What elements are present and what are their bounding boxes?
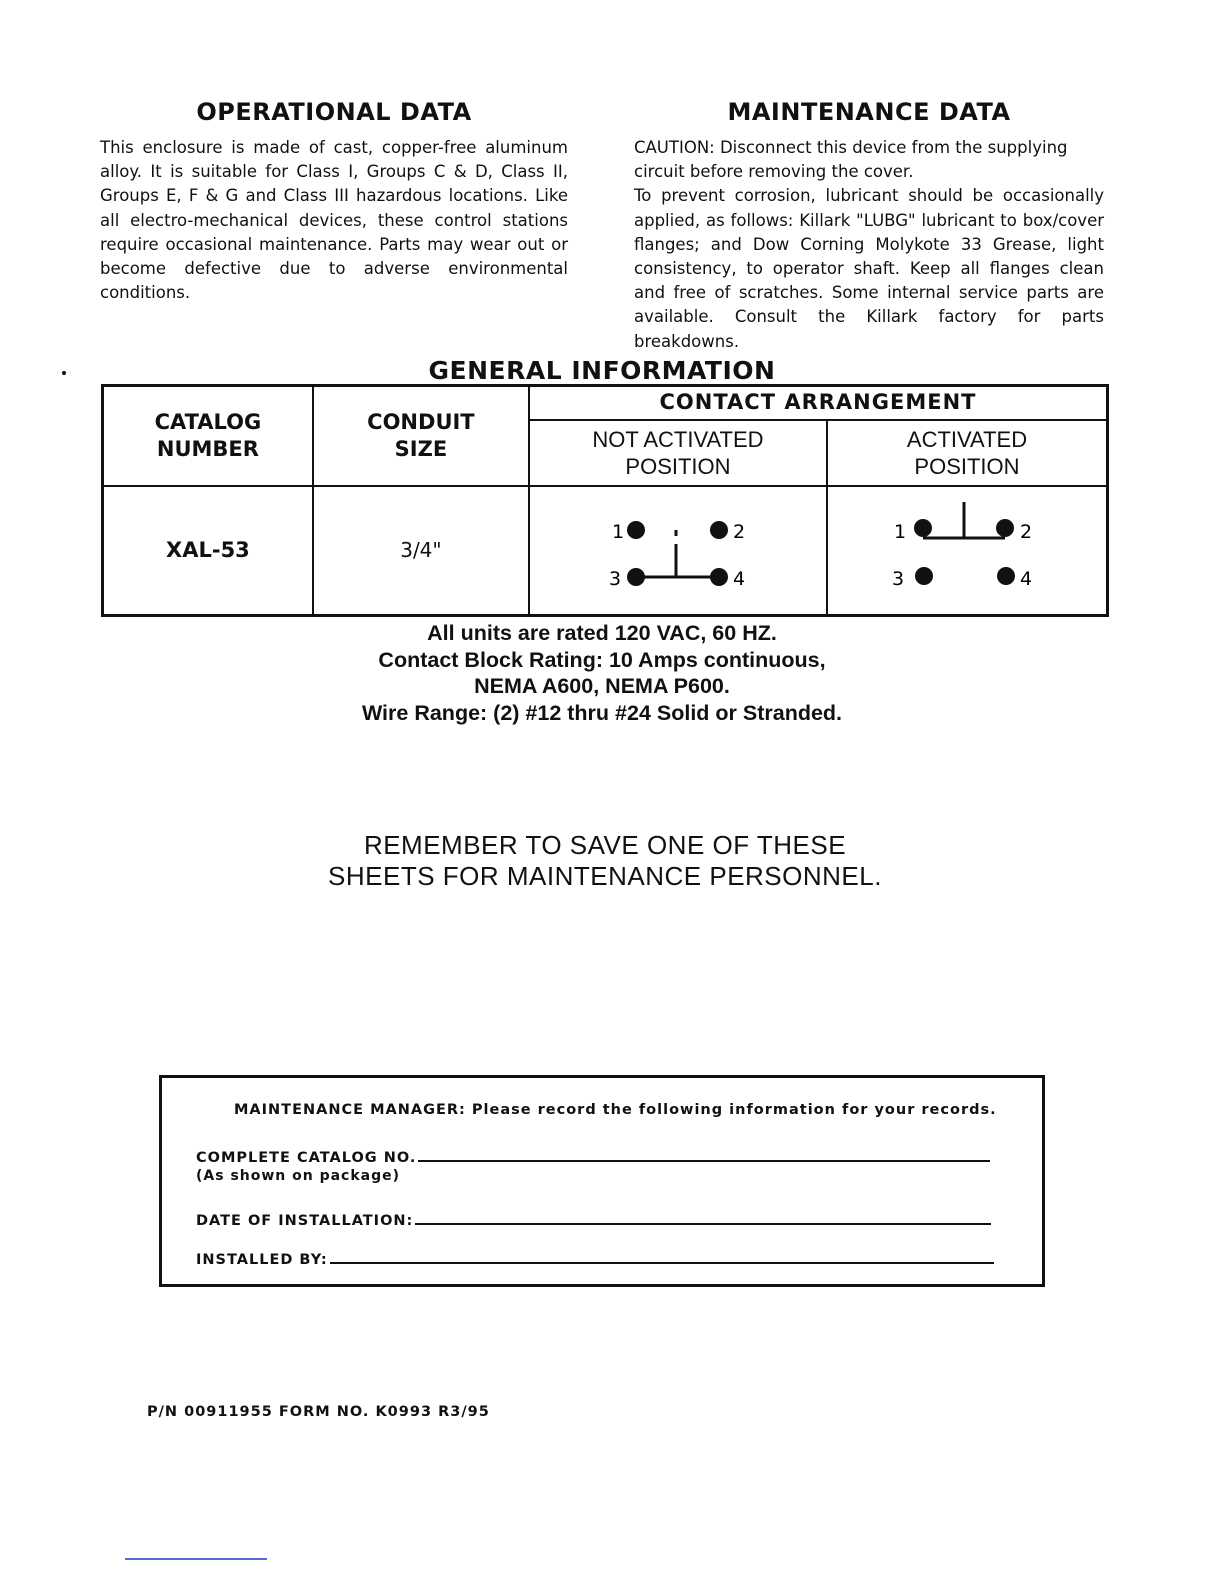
catalog-number-label: COMPLETE CATALOG NO. bbox=[196, 1150, 417, 1166]
records-heading: MAINTENANCE MANAGER: Please record the following information for your records. bbox=[234, 1102, 997, 1118]
installed-by-field[interactable] bbox=[330, 1262, 994, 1264]
installation-date-row bbox=[196, 1213, 991, 1229]
catalog-number-value: XAL-53 bbox=[103, 486, 313, 616]
conduit-size-value: 3/4" bbox=[313, 486, 529, 616]
maintenance-data-section bbox=[634, 98, 1104, 354]
remember-line-1: REMEMBER TO SAVE ONE OF THESE bbox=[363, 830, 847, 860]
installation-date-label: DATE OF INSTALLATION: bbox=[196, 1213, 414, 1229]
catalog-number-field[interactable] bbox=[418, 1160, 990, 1162]
terminal-4-label: 4 bbox=[732, 567, 746, 590]
terminal-3-dot bbox=[915, 567, 933, 585]
maintenance-caution-text: CAUTION: Disconnect this device from the supplying circuit before removing the cover. bbox=[634, 138, 1068, 182]
terminal-2-dot bbox=[996, 519, 1014, 537]
conduit-size-header: CONDUIT SIZE bbox=[313, 386, 529, 486]
terminal-2-dot bbox=[710, 521, 728, 539]
terminal-3-label: 3 bbox=[608, 567, 622, 590]
terminal-3-dot bbox=[627, 568, 645, 586]
bottom-blue-rule bbox=[125, 1558, 267, 1560]
terminal-2-label: 2 bbox=[1019, 520, 1033, 543]
rating-wire-range: Wire Range: (2) #12 thru #24 Solid or Stranded. bbox=[361, 700, 843, 725]
terminal-1-dot bbox=[627, 521, 645, 539]
rating-voltage: All units are rated 120 VAC, 60 HZ. bbox=[427, 621, 777, 645]
activated-position-header: ACTIVATED POSITION bbox=[827, 420, 1108, 486]
maintenance-records-box bbox=[159, 1075, 1045, 1287]
general-information-table bbox=[101, 384, 1109, 617]
maintenance-data-text: To prevent corrosion, lubricant should be occasionally applied, as follows: Killark "LUBG" lubricant to box/cover flanges; and Dow Corning Molykote 33 Grease, light consistency, to operator shaft. Keep all flanges clean and free of scratches. Some internal service parts are available. Consult the Killark factory for parts breakdowns. bbox=[634, 186, 1104, 351]
catalog-number-sublabel: (As shown on package) bbox=[196, 1168, 401, 1184]
terminal-4-dot bbox=[710, 568, 728, 586]
contact-arrangement-header: CONTACT ARRANGEMENT bbox=[529, 386, 1108, 420]
operational-data-title: OPERATIONAL DATA bbox=[196, 98, 472, 126]
maintenance-data-title: MAINTENANCE DATA bbox=[727, 98, 1011, 126]
remember-notice bbox=[0, 830, 1210, 892]
operational-data-text: This enclosure is made of cast, copper-free aluminum alloy. It is suitable for Class I, Groups C & D, Class II, Groups E, F & G and Class III hazardous locations. Like all electro-mechanical devices, these control stations require occasional maintenance. Parts may wear out or become defective due to adverse environmental conditions. bbox=[100, 138, 568, 303]
terminal-1-dot bbox=[914, 519, 932, 537]
installation-date-field[interactable] bbox=[415, 1223, 991, 1225]
activated-diagram-cell bbox=[827, 486, 1108, 616]
catalog-number-header: CATALOG NUMBER bbox=[103, 386, 313, 486]
rating-contact-block: Contact Block Rating: 10 Amps continuous, bbox=[378, 647, 826, 672]
terminal-1-label: 1 bbox=[893, 520, 907, 543]
operational-data-section bbox=[100, 98, 568, 305]
rating-nema: NEMA A600, NEMA P600. bbox=[474, 674, 730, 698]
part-number-footer: P/N 00911955 FORM NO. K0993 R3/95 bbox=[147, 1404, 490, 1420]
terminal-4-label: 4 bbox=[1019, 567, 1033, 590]
general-information-title: GENERAL INFORMATION bbox=[428, 356, 776, 385]
ratings-block bbox=[0, 620, 1204, 726]
not-activated-position-header: NOT ACTIVATED POSITION bbox=[529, 420, 827, 486]
not-activated-contact-diagram bbox=[530, 488, 826, 608]
installed-by-label: INSTALLED BY: bbox=[196, 1252, 328, 1268]
activated-contact-diagram bbox=[828, 488, 1106, 608]
remember-line-2: SHEETS FOR MAINTENANCE PERSONNEL. bbox=[328, 861, 882, 891]
catalog-number-row bbox=[196, 1150, 990, 1166]
terminal-4-dot bbox=[997, 567, 1015, 585]
terminal-3-label: 3 bbox=[891, 567, 905, 590]
not-activated-diagram-cell bbox=[529, 486, 827, 616]
terminal-1-label: 1 bbox=[611, 520, 625, 543]
installed-by-row bbox=[196, 1252, 994, 1268]
terminal-2-label: 2 bbox=[732, 520, 746, 543]
